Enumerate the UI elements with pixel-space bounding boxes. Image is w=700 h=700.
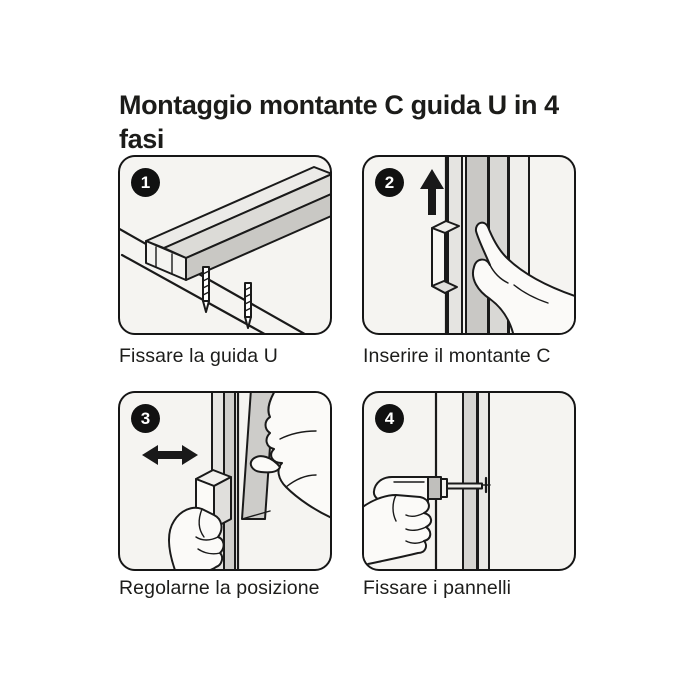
step-3-caption: Regolarne la posizione [119, 577, 320, 599]
step-1-badge: 1 [131, 168, 160, 197]
step-2-caption: Inserire il montante C [363, 345, 551, 367]
screw-icon [203, 267, 209, 312]
hand-icon [168, 507, 223, 570]
step-3-panel [118, 391, 332, 571]
up-arrow-icon [420, 169, 444, 215]
page-title: Montaggio montante C guida U in 4 fasi [119, 90, 559, 155]
step-1-panel [118, 155, 332, 335]
step-2-panel [362, 155, 576, 335]
u-track-icon [146, 167, 332, 280]
step-2-badge: 2 [375, 168, 404, 197]
step-3-badge: 3 [131, 404, 160, 433]
left-right-arrow-icon [142, 445, 198, 465]
step-4-badge: 4 [375, 404, 404, 433]
step-4-caption: Fissare i pannelli [363, 577, 512, 599]
step-1-caption: Fissare la guida U [119, 345, 278, 367]
hand-icon [362, 495, 431, 566]
step-4-panel [362, 391, 576, 571]
screw-icon [245, 283, 251, 328]
